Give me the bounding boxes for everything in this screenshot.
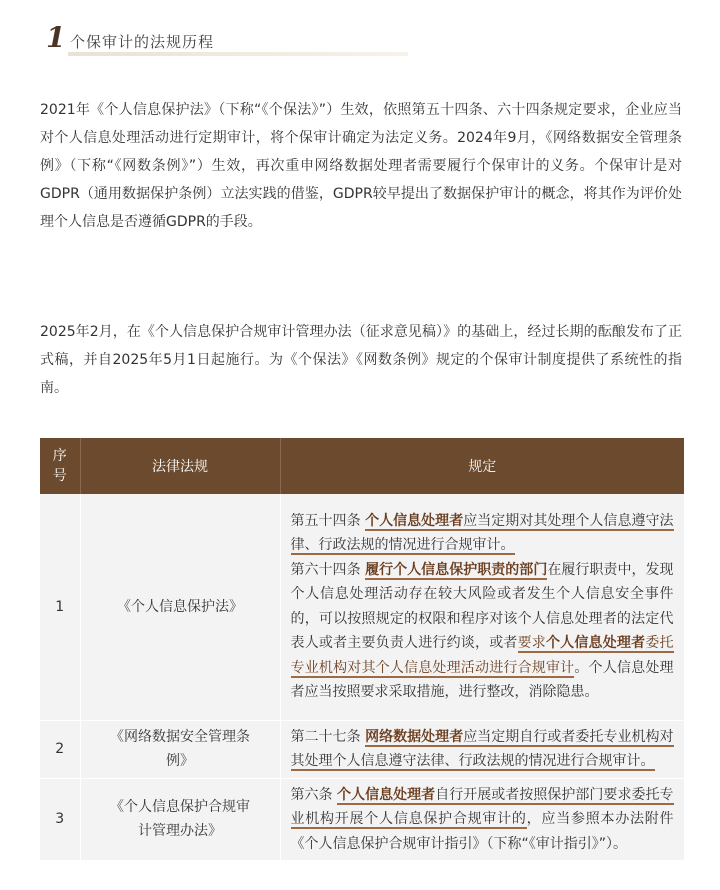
header-law: 法律法规 [80,438,280,494]
row-number: 3 [40,778,80,861]
table-row [40,494,684,720]
header-no: 序号 [40,438,80,494]
highlight-subject: 履行个人信息保护职责的部门 [365,561,548,578]
section-number: 1 [46,21,66,54]
table-header-row [40,438,684,494]
header-rule: 规定 [280,438,684,494]
highlight-subject: 个人信息处理者 [337,786,436,803]
row-number: 2 [40,720,80,778]
rule-text: 第二十七条 网络数据处理者应当定期自行或者委托专业机构对其处理个人信息遵守法律、行政法规的情况进行合规审计。 [280,720,684,778]
rule-text: 第六条 个人信息处理者自行开展或者按照保护部门要求委托专业机构开展个人信息保护合规审计的，应当参照本办法附件《个人信息保护合规审计指引》（下称“《审计指引》”）。 [280,778,684,861]
article-64: 第六十四条 履行个人信息保护职责的部门在履行职责中，发现个人信息处理活动存在较大风险或者发生个人信息安全事件的，可以按照规定的权限和程序对该个人信息处理者的法定代表人或者主要负责人进行约谈，或者要求个人信息处理者委托专业机构对其个人信息处理活动进行合规审计。个人信息处理者应当按照要求采取措施，进行整改，消除隐患。 [290,561,674,701]
heading-underline [68,52,408,56]
section-heading [44,21,408,56]
paragraph-1: 2021年《个人信息保护法》（下称“《个保法》”）生效，依照第五十四条、六十四条规定要求，企业应当对个人信息处理活动进行定期审计，将个保审计确定为法定义务。2024年9月，《网络数据安全管理条例》（下称“《网数条例》”）生效，再次重申网络数据处理者需要履行个保审计的义务。个保审计是对GDPR（通用数据保护条例）立法实践的借鉴，GDPR较早提出了数据保护审计的概念，将其作为评价处理个人信息是否遵循GDPR的手段。 [40,102,682,230]
section-title: 个保审计的法规历程 [70,33,215,51]
table-row [40,778,684,861]
regulation-table [40,438,685,861]
highlight-subject: 网络数据处理者 [365,728,464,745]
rule-text [280,494,684,720]
law-name: 《个人信息保护合规审计管理办法》 [80,778,280,861]
article-54: 第五十四条 个人信息处理者应当定期对其处理个人信息遵守法律、行政法规的情况进行合规审计。 [290,512,674,554]
law-name: 《个人信息保护法》 [80,494,280,720]
law-name: 《网络数据安全管理条例》 [80,720,280,778]
row-number: 1 [40,494,80,720]
table-row [40,720,684,778]
highlight-subject: 个人信息处理者 [365,512,464,529]
paragraph-2: 2025年2月，在《个人信息保护合规审计管理办法（征求意见稿）》的基础上，经过长期的酝酿发布了正式稿，并自2025年5月1日起施行。为《个保法》《网数条例》规定的个保审计制度提供了系统性的指南。 [40,324,682,396]
